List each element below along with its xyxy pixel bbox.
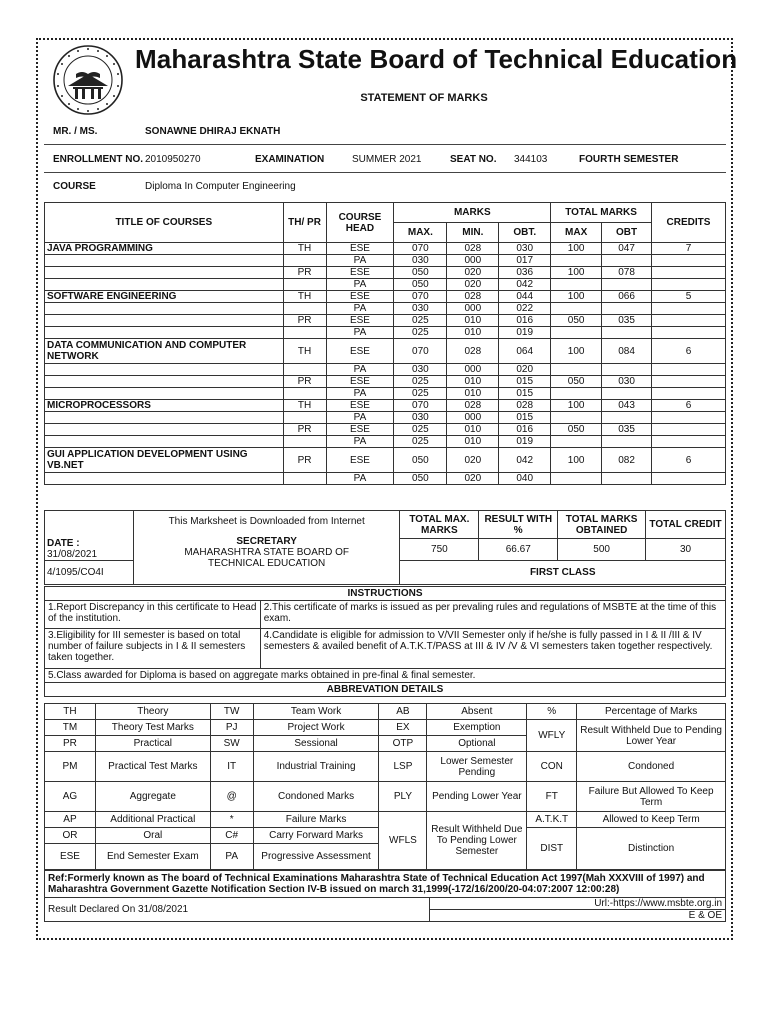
table-cell: ESE — [326, 424, 394, 436]
table-cell — [602, 364, 652, 376]
table-cell: 030 — [499, 243, 551, 255]
abbr-cf-desc: Carry Forward Marks — [253, 828, 379, 844]
table-cell — [45, 412, 284, 424]
table-row — [45, 255, 726, 267]
table-cell: 6 — [652, 339, 726, 364]
abbr-at-desc: Condoned Marks — [253, 782, 379, 812]
table-cell: 070 — [394, 400, 447, 412]
table-cell — [283, 412, 326, 424]
table-cell: PA — [326, 412, 394, 424]
abbr-star: * — [210, 812, 253, 828]
table-cell: 100 — [551, 291, 602, 303]
table-row — [45, 279, 726, 291]
abbr-pr-desc: Practical — [95, 736, 210, 752]
table-cell: 030 — [394, 364, 447, 376]
table-row — [45, 436, 726, 448]
table-cell: 025 — [394, 436, 447, 448]
table-cell: 017 — [499, 255, 551, 267]
table-cell: 082 — [602, 448, 652, 473]
table-cell: 5 — [652, 291, 726, 303]
table-cell — [45, 376, 284, 388]
table-cell — [283, 279, 326, 291]
table-row — [45, 303, 726, 315]
table-row — [45, 327, 726, 339]
instruction-1: 1.Report Discrepancy in this certificate to Head of the institution. — [45, 601, 261, 629]
abbr-tw: TW — [210, 704, 253, 720]
abbr-tw-desc: Team Work — [253, 704, 379, 720]
table-cell — [283, 303, 326, 315]
footer-table — [44, 870, 726, 922]
table-cell: 035 — [602, 315, 652, 327]
table-cell: 022 — [499, 303, 551, 315]
abbr-ag-desc: Aggregate — [95, 782, 210, 812]
table-cell: 050 — [551, 424, 602, 436]
table-cell: ESE — [326, 376, 394, 388]
abbr-or: OR — [45, 828, 96, 844]
table-cell — [602, 303, 652, 315]
abbr-ft: FT — [527, 782, 577, 812]
enrollment-label: ENROLLMENT NO. — [53, 154, 143, 165]
table-row — [45, 364, 726, 376]
abbr-pm: PM — [45, 752, 96, 782]
table-cell: 015 — [499, 388, 551, 400]
col-course-head: COURSE HEAD — [326, 203, 394, 243]
abbr-con: CON — [527, 752, 577, 782]
table-cell: PA — [326, 436, 394, 448]
table-cell: 010 — [447, 315, 499, 327]
table-cell: 030 — [394, 412, 447, 424]
abbr-pj-desc: Project Work — [253, 720, 379, 736]
table-cell: 040 — [499, 473, 551, 485]
table-cell — [45, 424, 284, 436]
table-cell — [602, 473, 652, 485]
table-cell: 025 — [394, 424, 447, 436]
table-cell — [652, 473, 726, 485]
abbr-at: @ — [210, 782, 253, 812]
seat-number: 344103 — [514, 154, 548, 165]
table-cell — [551, 388, 602, 400]
board-title: Maharashtra State Board of Technical Education — [135, 44, 738, 74]
summary-table — [44, 510, 726, 585]
table-cell: 044 — [499, 291, 551, 303]
table-cell: ESE — [326, 315, 394, 327]
abbr-it-desc: Industrial Training — [253, 752, 379, 782]
table-cell: 015 — [499, 412, 551, 424]
table-cell: 000 — [447, 364, 499, 376]
secretary-cell — [133, 511, 400, 585]
abbr-ft-desc: Failure But Allowed To Keep Term — [577, 782, 726, 812]
table-cell: ESE — [326, 267, 394, 279]
table-cell: 100 — [551, 243, 602, 255]
table-cell: 036 — [499, 267, 551, 279]
abbr-cf: C# — [210, 828, 253, 844]
abbr-it: IT — [210, 752, 253, 782]
table-cell — [45, 315, 284, 327]
table-cell: 042 — [499, 448, 551, 473]
table-cell: 064 — [499, 339, 551, 364]
msbte-logo-seal — [52, 44, 124, 116]
table-cell: MICROPROCESSORS — [45, 400, 284, 412]
abbr-ab: AB — [379, 704, 427, 720]
abbr-wfly: WFLY — [527, 720, 577, 752]
col-total-max: MAX — [551, 223, 602, 243]
table-cell: 025 — [394, 376, 447, 388]
table-cell: PA — [326, 364, 394, 376]
col-total-marks: TOTAL MARKS — [551, 203, 652, 223]
instructions-table — [44, 586, 726, 697]
semester: FOURTH SEMESTER — [579, 154, 679, 165]
table-cell: 6 — [652, 400, 726, 412]
examination-value: SUMMER 2021 — [352, 154, 422, 165]
abbr-ex-desc: Exemption — [427, 720, 527, 736]
table-cell — [551, 327, 602, 339]
table-cell: 000 — [447, 412, 499, 424]
abbr-ply: PLY — [379, 782, 427, 812]
table-cell — [602, 436, 652, 448]
instruction-2: 2.This certificate of marks is issued as per prevaling rules and regulations of MSBTE at the time of this exam. — [260, 601, 725, 629]
table-row — [45, 424, 726, 436]
table-cell — [283, 364, 326, 376]
table-cell — [551, 364, 602, 376]
table-cell — [652, 255, 726, 267]
table-cell: TH — [283, 243, 326, 255]
table-cell: 050 — [394, 473, 447, 485]
abbr-ese-desc: End Semester Exam — [95, 844, 210, 870]
abbr-ese: ESE — [45, 844, 96, 870]
date-cell — [45, 511, 134, 561]
table-cell — [45, 279, 284, 291]
table-cell — [283, 473, 326, 485]
table-cell: 019 — [499, 327, 551, 339]
abbr-ag: AG — [45, 782, 96, 812]
table-cell — [652, 364, 726, 376]
abbr-atkt: A.T.K.T — [527, 812, 577, 828]
result-declared: Result Declared On 31/08/2021 — [45, 898, 430, 922]
table-cell: 043 — [602, 400, 652, 412]
table-cell — [45, 388, 284, 400]
website-url: Url:-https://www.msbte.org.in — [430, 898, 726, 910]
col-th-pr: TH/ PR — [283, 203, 326, 243]
table-cell: 028 — [447, 291, 499, 303]
table-cell: 028 — [499, 400, 551, 412]
abbr-atkt-desc: Allowed to Keep Term — [577, 812, 726, 828]
table-row — [45, 243, 726, 255]
table-cell: 028 — [447, 339, 499, 364]
abbr-tm-desc: Theory Test Marks — [95, 720, 210, 736]
course-name: Diploma In Computer Engineering — [145, 181, 296, 192]
abbreviation-title: ABBREVATION DETAILS — [45, 683, 726, 697]
col-obt: OBT. — [499, 223, 551, 243]
table-row — [45, 400, 726, 412]
total-obtained-value: 500 — [558, 539, 646, 561]
abbr-con-desc: Condoned — [577, 752, 726, 782]
table-cell — [652, 388, 726, 400]
abbr-pct-desc: Percentage of Marks — [577, 704, 726, 720]
table-cell: 010 — [447, 388, 499, 400]
table-cell — [652, 376, 726, 388]
result-header: RESULT WITH % — [479, 511, 558, 539]
table-cell: 050 — [551, 376, 602, 388]
table-row — [45, 376, 726, 388]
abbr-ply-desc: Pending Lower Year — [427, 782, 527, 812]
table-cell — [551, 279, 602, 291]
table-cell — [602, 279, 652, 291]
total-obtained-header: TOTAL MARKS OBTAINED — [558, 511, 646, 539]
table-cell: 000 — [447, 255, 499, 267]
abbr-pj: PJ — [210, 720, 253, 736]
abbr-ab-desc: Absent — [427, 704, 527, 720]
abbr-pr: PR — [45, 736, 96, 752]
abbr-ex: EX — [379, 720, 427, 736]
abbr-pm-desc: Practical Test Marks — [95, 752, 210, 782]
table-cell — [45, 255, 284, 267]
abbr-pa: PA — [210, 844, 253, 870]
col-max: MAX. — [394, 223, 447, 243]
col-title-of-courses: TITLE OF COURSES — [45, 203, 284, 243]
reference-number: 4/1095/CO4I — [45, 561, 134, 585]
col-total-obt: OBT — [602, 223, 652, 243]
table-cell — [551, 473, 602, 485]
document-title: STATEMENT OF MARKS — [360, 92, 488, 104]
abbr-wfly-desc: Result Withheld Due to Pending Lower Year — [577, 720, 726, 752]
table-cell: PA — [326, 388, 394, 400]
total-max-value: 750 — [400, 539, 479, 561]
secretary-org: MAHARASHTRA STATE BOARD OF TECHNICAL EDUCATION — [184, 547, 349, 569]
table-cell — [551, 412, 602, 424]
table-cell — [602, 327, 652, 339]
abbr-wfls-desc: Result Withheld Due To Pending Lower Semester — [427, 812, 527, 870]
table-cell — [652, 315, 726, 327]
table-cell: PR — [283, 376, 326, 388]
table-cell: 020 — [447, 279, 499, 291]
table-cell: 100 — [551, 339, 602, 364]
name-label: MR. / MS. — [53, 126, 98, 137]
table-cell: PR — [283, 424, 326, 436]
table-row — [45, 473, 726, 485]
table-cell: 015 — [499, 376, 551, 388]
table-cell: 070 — [394, 291, 447, 303]
table-cell: ESE — [326, 400, 394, 412]
table-cell — [652, 267, 726, 279]
table-cell — [652, 436, 726, 448]
table-cell: 020 — [447, 473, 499, 485]
table-row — [45, 315, 726, 327]
seat-label: SEAT NO. — [450, 154, 497, 165]
table-cell: PA — [326, 255, 394, 267]
table-cell — [652, 327, 726, 339]
table-cell: 025 — [394, 315, 447, 327]
table-cell: 028 — [447, 243, 499, 255]
table-cell: 100 — [551, 448, 602, 473]
marks-table-body — [45, 243, 726, 485]
table-cell: 066 — [602, 291, 652, 303]
table-cell — [45, 473, 284, 485]
table-cell: 020 — [447, 448, 499, 473]
table-cell — [45, 327, 284, 339]
table-cell — [283, 255, 326, 267]
abbr-star-desc: Failure Marks — [253, 812, 379, 828]
table-cell: 025 — [394, 388, 447, 400]
table-cell: ESE — [326, 339, 394, 364]
table-cell: 010 — [447, 376, 499, 388]
table-cell: 050 — [394, 279, 447, 291]
table-cell: 050 — [394, 267, 447, 279]
table-cell: 070 — [394, 243, 447, 255]
total-credit-value: 30 — [646, 539, 726, 561]
abbr-wfls: WFLS — [379, 812, 427, 870]
table-cell: 030 — [602, 376, 652, 388]
date-value: 31/08/2021 — [47, 549, 98, 560]
student-name: SONAWNE DHIRAJ EKNATH — [145, 126, 281, 137]
col-marks: MARKS — [394, 203, 551, 223]
table-cell: DATA COMMUNICATION AND COMPUTER NETWORK — [45, 339, 284, 364]
table-row — [45, 291, 726, 303]
table-cell: 010 — [447, 436, 499, 448]
abbreviation-table — [44, 703, 726, 870]
table-cell — [652, 424, 726, 436]
table-cell — [283, 436, 326, 448]
table-cell: TH — [283, 291, 326, 303]
abbr-dist: DIST — [527, 828, 577, 870]
result-class: FIRST CLASS — [400, 561, 726, 585]
table-cell — [551, 255, 602, 267]
abbr-th-desc: Theory — [95, 704, 210, 720]
table-cell — [45, 267, 284, 279]
table-row — [45, 388, 726, 400]
abbr-th: TH — [45, 704, 96, 720]
table-cell: 7 — [652, 243, 726, 255]
abbr-otp: OTP — [379, 736, 427, 752]
total-max-header: TOTAL MAX. MARKS — [400, 511, 479, 539]
table-cell: 025 — [394, 327, 447, 339]
table-row — [45, 412, 726, 424]
abbr-dist-desc: Distinction — [577, 828, 726, 870]
table-cell: 100 — [551, 267, 602, 279]
abbr-lsp: LSP — [379, 752, 427, 782]
table-cell — [45, 364, 284, 376]
table-cell: 078 — [602, 267, 652, 279]
table-cell: 010 — [447, 327, 499, 339]
table-cell: 042 — [499, 279, 551, 291]
table-cell: 028 — [447, 400, 499, 412]
abbr-sw-desc: Sessional — [253, 736, 379, 752]
table-cell: 050 — [551, 315, 602, 327]
abbr-pct: % — [527, 704, 577, 720]
enrollment-number: 2010950270 — [145, 154, 201, 165]
table-row — [45, 267, 726, 279]
table-row — [45, 339, 726, 364]
table-cell: PA — [326, 279, 394, 291]
instruction-5: 5.Class awarded for Diploma is based on aggregate marks obtained in pre-final & final semester. — [45, 669, 726, 683]
table-cell: 100 — [551, 400, 602, 412]
table-cell: SOFTWARE ENGINEERING — [45, 291, 284, 303]
table-cell: 047 — [602, 243, 652, 255]
table-cell: 030 — [394, 255, 447, 267]
table-cell — [652, 279, 726, 291]
table-cell: 016 — [499, 424, 551, 436]
abbr-ap: AP — [45, 812, 96, 828]
course-label: COURSE — [53, 181, 96, 192]
table-cell — [283, 388, 326, 400]
abbr-lsp-desc: Lower Semester Pending — [427, 752, 527, 782]
total-credit-header: TOTAL CREDIT — [646, 511, 726, 539]
table-cell: TH — [283, 339, 326, 364]
table-cell: TH — [283, 400, 326, 412]
table-cell: ESE — [326, 448, 394, 473]
divider — [44, 144, 726, 145]
marks-table — [44, 202, 726, 485]
table-cell — [602, 412, 652, 424]
table-cell: 010 — [447, 424, 499, 436]
table-cell — [602, 255, 652, 267]
date-label: DATE : — [47, 538, 80, 549]
instruction-4: 4.Candidate is eligible for admission to V/VII Semester only if he/she is fully passed in I & II /III & IV semesters & availed benefit of A.T.K.T/PASS at III & IV /V & VI semesters taken together respectively. — [260, 629, 725, 669]
divider — [44, 172, 726, 173]
instructions-title: INSTRUCTIONS — [45, 587, 726, 601]
table-cell: PR — [283, 315, 326, 327]
abbr-ap-desc: Additional Practical — [95, 812, 210, 828]
table-cell — [602, 388, 652, 400]
instruction-3: 3.Eligibility for III semester is based on total number of failure subjects in I & II semesters taken together. — [45, 629, 261, 669]
abbr-otp-desc: Optional — [427, 736, 527, 752]
table-cell: PA — [326, 473, 394, 485]
secretary-title: SECRETARY — [236, 536, 297, 547]
download-note: This Marksheet is Downloaded from Internet — [168, 516, 365, 527]
table-cell: GUI APPLICATION DEVELOPMENT USING VB.NET — [45, 448, 284, 473]
table-cell: JAVA PROGRAMMING — [45, 243, 284, 255]
abbr-sw: SW — [210, 736, 253, 752]
col-min: MIN. — [447, 223, 499, 243]
examination-label: EXAMINATION — [255, 154, 325, 165]
table-cell — [551, 303, 602, 315]
table-cell: ESE — [326, 243, 394, 255]
reference-note: Ref:Formerly known as The board of Technical Examinations Maharashtra State of Technical Education Act 1997(Mah XXXVIII of 1997) and Maharashtra Government Gazette Notification Section IV-B issued on march 31,1999(-172/16/200/20-04:07:2007 12:00:28) — [45, 871, 726, 898]
table-cell: ESE — [326, 291, 394, 303]
table-cell: 070 — [394, 339, 447, 364]
table-cell: PR — [283, 448, 326, 473]
result-percent: 66.67 — [479, 539, 558, 561]
table-row — [45, 448, 726, 473]
errors-omissions-note: E & OE — [430, 910, 726, 922]
table-cell: 000 — [447, 303, 499, 315]
table-cell: 030 — [394, 303, 447, 315]
table-cell: 035 — [602, 424, 652, 436]
table-cell — [45, 436, 284, 448]
abbr-pa-desc: Progressive Assessment — [253, 844, 379, 870]
abbr-or-desc: Oral — [95, 828, 210, 844]
table-cell: 084 — [602, 339, 652, 364]
table-cell — [652, 412, 726, 424]
table-cell — [45, 303, 284, 315]
table-cell: 050 — [394, 448, 447, 473]
table-cell: PA — [326, 303, 394, 315]
table-cell: 6 — [652, 448, 726, 473]
table-cell: 019 — [499, 436, 551, 448]
table-cell — [652, 303, 726, 315]
abbr-tm: TM — [45, 720, 96, 736]
table-cell: PA — [326, 327, 394, 339]
table-cell: 016 — [499, 315, 551, 327]
table-cell — [551, 436, 602, 448]
col-credits: CREDITS — [652, 203, 726, 243]
table-cell — [283, 327, 326, 339]
table-cell: 020 — [499, 364, 551, 376]
table-cell: 020 — [447, 267, 499, 279]
table-cell: PR — [283, 267, 326, 279]
